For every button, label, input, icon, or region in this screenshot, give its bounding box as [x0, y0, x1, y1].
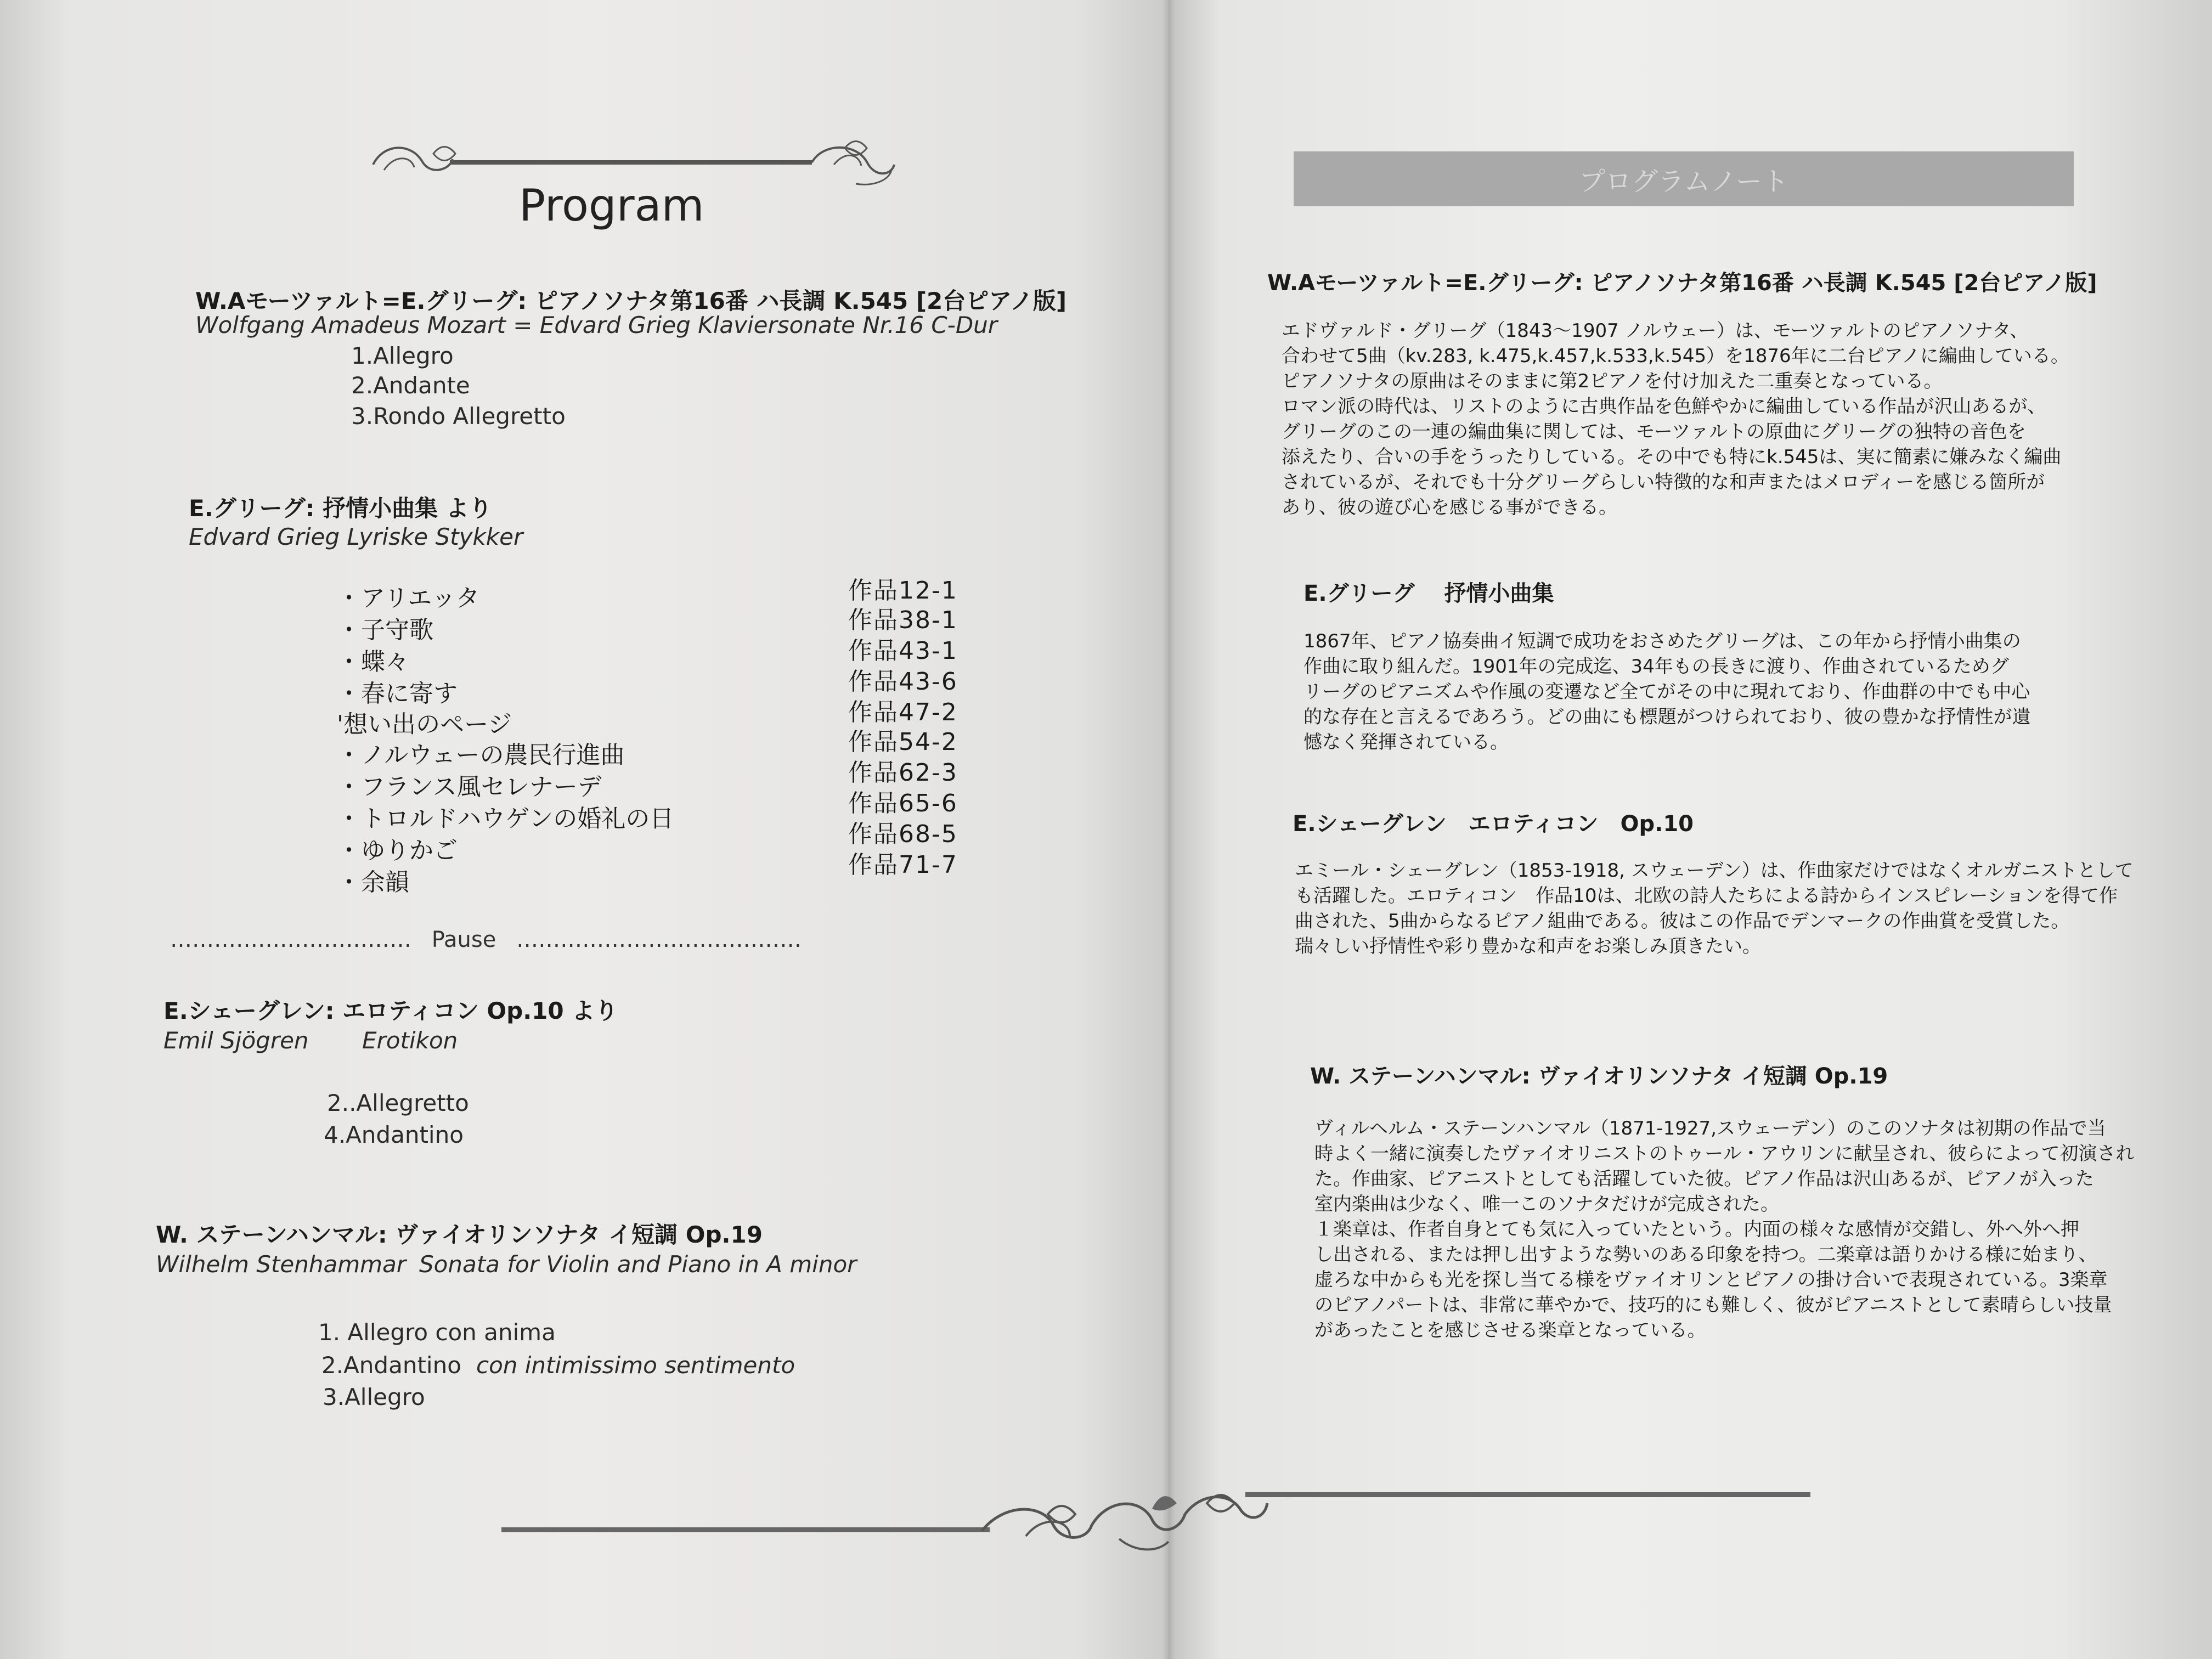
- work-4-composer: Wilhelm Stenhammar: [156, 1251, 407, 1278]
- opus-number: 作品54-2: [848, 728, 958, 756]
- note-body: [1295, 858, 2151, 959]
- note-line: リーグのピアニズムや作風の変遷など全てがその中に現れており、作曲群の中でも中心: [1304, 681, 2030, 703]
- page-fold: [1162, 0, 1175, 1659]
- pause-divider: [170, 927, 802, 952]
- piece-title: ・アリエッタ: [337, 584, 480, 612]
- note-line: し出される、または押し出すような勢いのある印象を持つ。二楽章は語りかける様に始まり、: [1314, 1244, 2097, 1266]
- note-heading: E.グリーグ 抒情小曲集: [1304, 581, 1554, 606]
- work-2-title: E.グリーグ: 抒情小曲集 より: [189, 495, 492, 522]
- work-4-work: Sonata for Violin and Piano in A minor: [419, 1251, 857, 1278]
- note-line: エミール・シェーグレン（1853-1918, スウェーデン）は、作曲家だけではなくオルガニストとして: [1295, 860, 2134, 882]
- note-line: １楽章は、作者自身とても気に入っていたという。内面の様々な感情が交錯し、外へ外へ押: [1314, 1218, 2079, 1240]
- note-line: た。作曲家、ピアニストとしても活躍していた彼。ピアノ作品は沢山あるが、ピアノが入った: [1314, 1168, 2094, 1190]
- note-heading: W. ステーンハンマル: ヴァイオリンソナタ イ短調 Op.19: [1310, 1064, 1888, 1089]
- piece-title: ・ゆりかご: [337, 837, 458, 865]
- note-line: 添えたり、合いの手をうったりしている。その中でも特にk.545は、実に簡素に嫌みなく編曲: [1282, 446, 2062, 468]
- opus-number: 作品68-5: [848, 820, 958, 848]
- note-line: あり、彼の遊び心を感じる事ができる。: [1282, 496, 1617, 518]
- work-4-movement: 1. Allegro con anima: [318, 1319, 556, 1346]
- note-line: 1867年、ピアノ協奏曲イ短調で成功をおさめたグリーグは、この年から抒情小曲集の: [1304, 630, 2021, 652]
- bottom-ornament: [499, 1470, 1816, 1569]
- note-heading: E.シェーグレン エロティコン Op.10: [1293, 811, 1694, 837]
- work-4-movement: 3.Allegro: [323, 1384, 425, 1410]
- pause-dots-right: …………………………………: [516, 927, 802, 952]
- note-line: 合わせて5曲（kv.283, k.475,k.457,k.533,k.545）を1876年に二台ピアノに編曲している。: [1282, 345, 2069, 367]
- pause-dots-left: ……………………………: [170, 927, 411, 952]
- note-body: [1282, 318, 2121, 520]
- work-4-movement-note: con intimissimo sentimento: [476, 1352, 795, 1379]
- work-3-movement: 2..Allegretto: [327, 1090, 469, 1116]
- pause-label: Pause: [431, 927, 496, 952]
- piece-title: ・余韻: [337, 868, 409, 896]
- piece-title: ・ノルウェーの農民行進曲: [337, 741, 625, 769]
- note-line: があったことを感じさせる楽章となっている。: [1314, 1319, 1706, 1341]
- note-line: グリーグのこの一連の編曲集に関しては、モーツァルトの原曲にグリーグの独特の音色を: [1282, 421, 2026, 443]
- work-1-subtitle: Wolfgang Amadeus Mozart = Edvard Grieg Klaviersonate Nr.16 C-Dur: [195, 312, 998, 338]
- opus-number: 作品43-1: [848, 637, 958, 665]
- note-line: ロマン派の時代は、リストのように古典作品を色鮮やかに編曲している作品が沢山あるが、: [1282, 396, 2046, 417]
- program-title: Program: [519, 180, 704, 231]
- opus-number: 作品43-6: [848, 668, 958, 696]
- note-line: 曲された、5曲からなるピアノ組曲である。彼はこの作品でデンマークの作曲賞を受賞した。: [1295, 910, 2070, 932]
- note-line: 虚ろな中からも光を探し当てる様をヴァイオリンとピアノの掛け合いで表現されている。3楽章: [1314, 1269, 2108, 1291]
- note-line: エドヴァルド・グリーグ（1843～1907 ノルウェー）は、モーツァルトのピアノソナタ、: [1282, 320, 2029, 342]
- work-3-title: E.シェーグレン: エロティコン Op.10 より: [163, 997, 618, 1024]
- program-notes-header: プログラムノート: [1294, 151, 2074, 206]
- work-4-title: W. ステーンハンマル: ヴァイオリンソナタ イ短調 Op.19: [156, 1221, 763, 1248]
- note-line: のピアノパートは、非常に華やかで、技巧的にも難しく、彼がピアニストとして素晴らしい技量: [1314, 1294, 2112, 1316]
- note-line: ピアノソナタの原曲はそのままに第2ピアノを付け加えた二重奏となっている。: [1282, 370, 1943, 392]
- work-4-movement: 2.Andantino: [321, 1352, 461, 1379]
- work-1-movement: 1.Allegro: [351, 342, 454, 369]
- piece-title: '想い出のページ: [337, 710, 512, 738]
- note-line: されているが、それでも十分グリーグらしい特徴的な和声またはメロディーを感じる箇所が: [1282, 471, 2045, 493]
- note-line: 作曲に取り組んだ。1901年の完成迄、34年もの長きに渡り、作曲されているためグ: [1304, 656, 2009, 678]
- opus-number: 作品62-3: [848, 759, 958, 787]
- note-body: [1314, 1116, 2165, 1343]
- note-body: [1304, 629, 2121, 755]
- note-line: ヴィルヘルム・ステーンハンマル（1871-1927,スウェーデン）のこのソナタは初期の作品で当: [1314, 1118, 2106, 1139]
- note-line: 時よく一緒に演奏したヴァイオリニストのトゥール・アウリンに献呈され、彼らによって初演され: [1314, 1143, 2135, 1165]
- work-3-work: Erotikon: [362, 1027, 458, 1054]
- opus-number: 作品38-1: [848, 606, 958, 634]
- work-2-subtitle: Edvard Grieg Lyriske Stykker: [189, 523, 523, 550]
- piece-title: ・春に寄す: [337, 680, 458, 708]
- note-line: 室内楽曲は少なく、唯一このソナタだけが完成された。: [1314, 1193, 1779, 1215]
- opus-number: 作品71-7: [848, 851, 958, 879]
- opus-number: 作品65-6: [848, 789, 958, 817]
- piece-title: ・蝶々: [337, 648, 409, 676]
- work-3-composer: Emil Sjögren: [163, 1027, 309, 1054]
- work-1-movement: 2.Andante: [351, 372, 470, 399]
- opus-number: 作品47-2: [848, 698, 958, 726]
- note-line: 的な存在と言えるであろう。どの曲にも標題がつけられており、彼の豊かな抒情性が遺: [1304, 706, 2031, 728]
- note-heading: W.Aモーツァルト=E.グリーグ: ピアノソナタ第16番 ハ長調 K.545 [2台ピアノ版]: [1267, 270, 2097, 296]
- work-3-movement: 4.Andantino: [324, 1121, 464, 1148]
- opus-number: 作品12-1: [848, 577, 958, 605]
- piece-title: ・フランス風セレナーデ: [337, 773, 602, 801]
- piece-title: ・トロルドハウゲンの婚礼の日: [337, 805, 674, 833]
- note-line: も活躍した。エロティコン 作品10は、北欧の詩人たちによる詩からインスピレーションを得て作: [1295, 885, 2118, 907]
- work-1-title: W.Aモーツァルト=E.グリーグ: ピアノソナタ第16番 ハ長調 K.545 [2台ピアノ版]: [195, 287, 1067, 314]
- work-1-movement: 3.Rondo Allegretto: [351, 403, 566, 430]
- note-line: 憾なく発揮されている。: [1304, 731, 1509, 753]
- piece-title: ・子守歌: [337, 616, 433, 644]
- note-line: 瑞々しい抒情性や彩り豊かな和声をお楽しみ頂きたい。: [1295, 935, 1761, 957]
